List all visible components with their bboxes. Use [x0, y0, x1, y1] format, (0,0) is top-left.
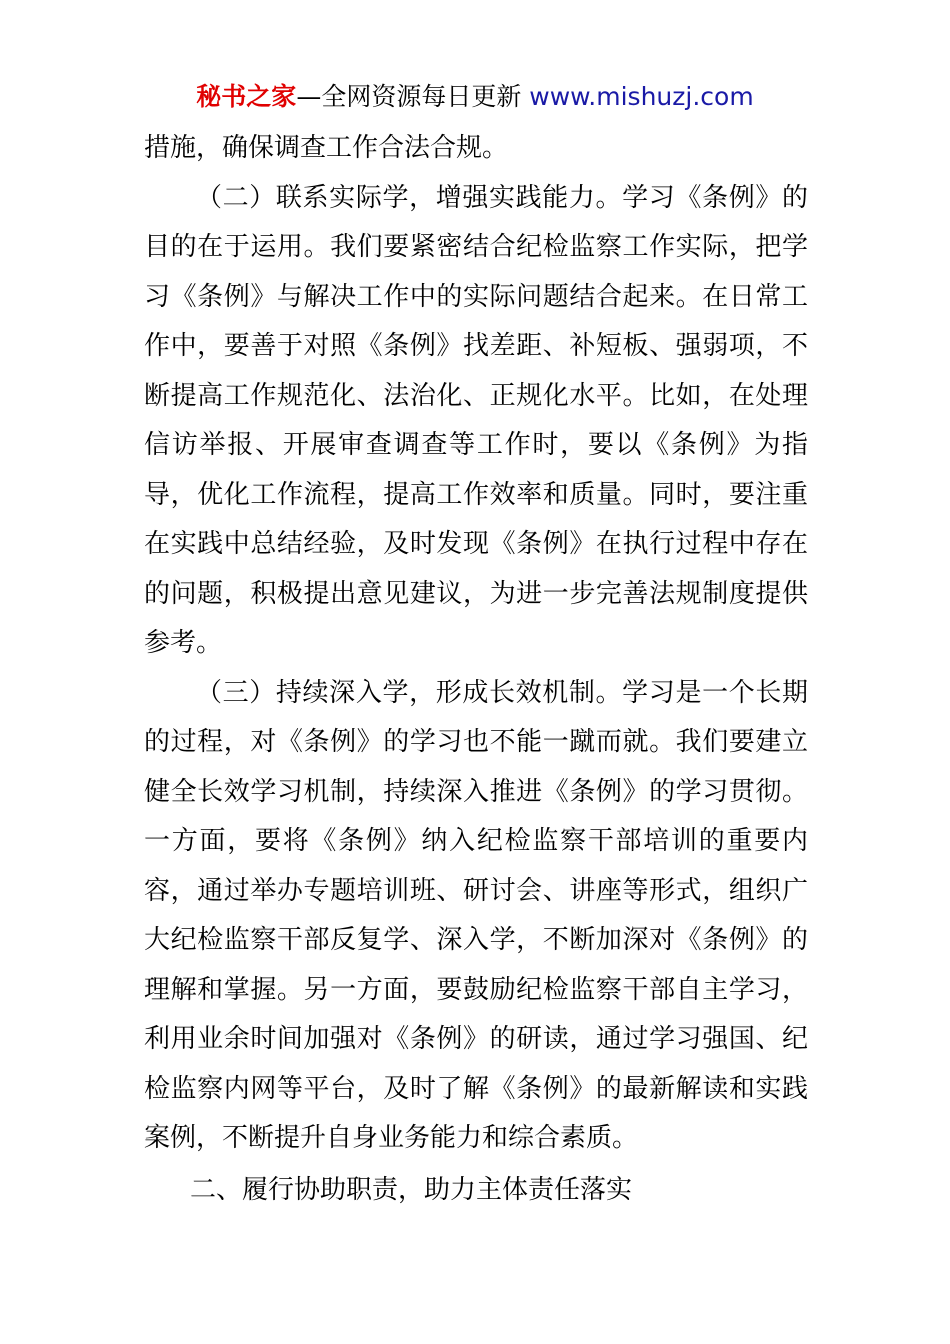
- site-tagline: —全网资源每日更新: [296, 82, 530, 111]
- site-url-link[interactable]: www.mishuzj.com: [529, 82, 754, 111]
- document-body: [144, 124, 808, 1215]
- site-header: [0, 80, 950, 114]
- paragraph-continuation: 措施，确保调查工作合法合规。: [144, 133, 509, 163]
- paragraph-section-two: （二）联系实际学，增强实践能力。学习《条例》的目的在于运用。我们要紧密结合纪检监察工作实际，把学习《条例》与解决工作中的实际问题结合起来。在日常工作中，要善于对照《条例》找差距、补短板、强弱项，不断提高工作规范化、法治化、正规化水平。比如，在处理信访举报、开展审查调查等工作时，要以《条例》为指导，优化工作流程，提高工作效率和质量。同时，要注重在实践中总结经验，及时发现《条例》在执行过程中存在的问题，积极提出意见建议，为进一步完善法规制度提供参考。: [144, 182, 808, 658]
- section-heading: 二、履行协助职责，助力主体责任落实: [190, 1174, 633, 1205]
- paragraph-section-three: （三）持续深入学，形成长效机制。学习是一个长期的过程，对《条例》的学习也不能一蹴而就。我们要建立健全长效学习机制，持续深入推进《条例》的学习贯彻。一方面，要将《条例》纳入纪检监察干部培训的重要内容，通过举办专题培训班、研讨会、讲座等形式，组织广大纪检监察干部反复学、深入学，不断加深对《条例》的理解和掌握。另一方面，要鼓励纪检监察干部自主学习，利用业余时间加强对《条例》的研读，通过学习强国、纪检监察内网等平台，及时了解《条例》的最新解读和实践案例，不断提升自身业务能力和综合素质。: [144, 677, 808, 1153]
- site-brand: 秘书之家: [196, 82, 297, 111]
